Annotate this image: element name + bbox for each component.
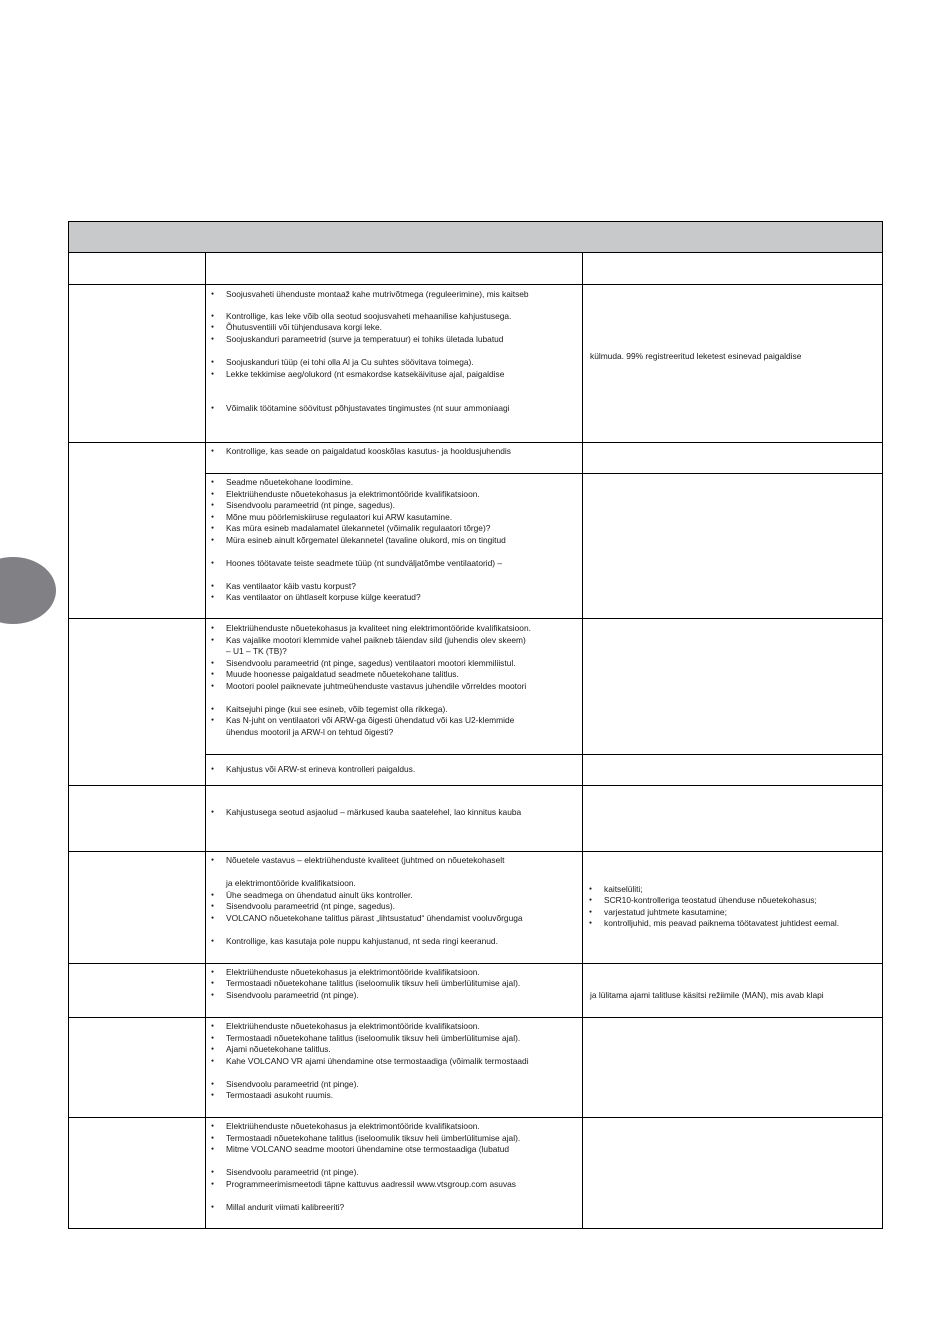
- row-divider: [68, 963, 883, 964]
- note-item: ● kaitselüliti;: [583, 884, 643, 895]
- check-item: ● Kontrollige, kas kasutaja pole nuppu kahjustanud, nt seda ringi keeranud.: [205, 936, 498, 947]
- note-text: külmuda. 99% registreeritud leketest esinevad paigaldise: [590, 351, 802, 361]
- check-item: ● Programmeerimismeetodi täpne kattuvus aadressil www.vtsgroup.com asuvas: [205, 1179, 516, 1190]
- check-item: ● Sisendvoolu parameetrid (nt pinge).: [205, 1079, 359, 1090]
- table-border: [68, 221, 883, 222]
- note-item: ● SCR10-kontrolleriga teostatud ühenduse nõuetekohasus;: [583, 895, 817, 906]
- row-divider: [68, 252, 883, 253]
- check-item: ● Seadme nõuetekohane loodimine.: [205, 477, 353, 488]
- row-divider: [68, 851, 883, 852]
- check-item: ● Kahe VOLCANO VR ajami ühendamine otse termostaadiga (võimalik termostaadi: [205, 1056, 529, 1067]
- check-item: ● Sisendvoolu parameetrid (nt pinge, sagedus).: [205, 500, 395, 511]
- table-border: [68, 1228, 883, 1229]
- check-item: ● Soojuskanduri parameetrid (surve ja temperatuur) ei tohiks ületada lubatud: [205, 334, 503, 345]
- note-item: ● varjestatud juhtmete kasutamine;: [583, 907, 727, 918]
- check-item: ● Millal andurit viimati kalibreeriti?: [205, 1202, 344, 1213]
- check-item: ● Sisendvoolu parameetrid (nt pinge).: [205, 990, 359, 1001]
- row-divider: [68, 1117, 883, 1118]
- table-border: [68, 221, 69, 1229]
- check-item: ● Ajami nõuetekohane talitlus.: [205, 1044, 331, 1055]
- check-item-continuation: ja elektrimontööride kvalifikatsioon.: [226, 878, 356, 888]
- check-item: ● Ühe seadmega on ühendatud ainult üks kontroller.: [205, 890, 413, 901]
- check-item: ● Kontrollige, kas seade on paigaldatud kooskõlas kasutus- ja hooldusjuhendis: [205, 446, 511, 457]
- check-item: ● Sisendvoolu parameetrid (nt pinge, sagedus) ventilaatori mootori klemmiliistul.: [205, 658, 516, 669]
- row-divider: [68, 284, 883, 285]
- subrow-divider: [205, 473, 883, 474]
- column-divider: [582, 252, 583, 1229]
- check-item: ● Kaitsejuhi pinge (kui see esineb, võib tegemist olla rikkega).: [205, 704, 448, 715]
- check-item: ● Termostaadi nõuetekohane talitlus (iseloomulik tiksuv heli ümberlülitumise ajal).: [205, 978, 520, 989]
- row-divider: [68, 442, 883, 443]
- check-item: ● Sisendvoolu parameetrid (nt pinge).: [205, 1167, 359, 1178]
- section-tab-marker: [0, 557, 56, 624]
- check-item: ● Kahjustus või ARW-st erineva kontrolleri paigaldus.: [205, 764, 415, 775]
- check-item: ● Hoones töötavate teiste seadmete tüüp (nt sundväljatõmbe ventilaatorid) –: [205, 558, 502, 569]
- note-text: ja lülitama ajami talitluse käsitsi režiimile (MAN), mis avab klapi: [590, 990, 824, 1000]
- check-item: ● Kas müra esineb madalamatel ülekannetel (võimalik regulaatori tõrge)?: [205, 523, 490, 534]
- check-item: ● Nõuetele vastavus – elektriühenduste kvaliteet (juhtmed on nõuetekohaselt: [205, 855, 504, 866]
- check-item: ● Müra esineb ainult kõrgematel ülekannetel (tavaline olukord, mis on tingitud: [205, 535, 506, 546]
- check-item: ● Kas vajalike mootori klemmide vahel paikneb täiendav sild (juhendis olev skeem): [205, 635, 526, 646]
- check-item: ● Elektriühenduste nõuetekohasus ja elektrimontööride kvalifikatsioon.: [205, 1021, 480, 1032]
- check-item-continuation: – U1 – TK (TB)?: [226, 646, 287, 656]
- check-item: ● Õhutusventiili või tühjendusava korgi leke.: [205, 322, 382, 333]
- row-divider: [68, 618, 883, 619]
- row-divider: [68, 1017, 883, 1018]
- check-item: ● Elektriühenduste nõuetekohasus ja elektrimontööride kvalifikatsioon.: [205, 489, 480, 500]
- check-item: ● Kontrollige, kas leke võib olla seotud soojusvaheti mehaanilise kahjustusega.: [205, 311, 511, 322]
- check-item: ● Elektriühenduste nõuetekohasus ja kvaliteet ning elektrimontööride kvalifikatsioon.: [205, 623, 531, 634]
- check-item: ● Mootori poolel paiknevate juhtmeühenduste vastavus juhendile võrreldes mootori: [205, 681, 526, 692]
- check-item: ● Kas ventilaator käib vastu korpust?: [205, 581, 356, 592]
- check-item: ● Võimalik töötamine söövitust põhjustavates tingimustes (nt suur ammoniaagi: [205, 403, 510, 414]
- check-item: ● Termostaadi nõuetekohane talitlus (iseloomulik tiksuv heli ümberlülitumise ajal).: [205, 1133, 520, 1144]
- check-item: ● Kas ventilaator on ühtlaselt korpuse külge keeratud?: [205, 592, 421, 603]
- check-item: ● Sisendvoolu parameetrid (nt pinge, sagedus).: [205, 901, 395, 912]
- check-item: ● Mõne muu pöörlemiskiiruse regulaatori kui ARW kasutamine.: [205, 512, 452, 523]
- check-item: ● Muude hoonesse paigaldatud seadmete nõuetekohane talitlus.: [205, 669, 459, 680]
- check-item-continuation: ühendus mootoril ja ARW-l on tehtud õigesti?: [226, 727, 394, 737]
- check-item: ● Soojuskanduri tüüp (ei tohi olla Al ja Cu suhtes söövitava toimega).: [205, 357, 474, 368]
- check-item: ● Soojusvaheti ühenduste montaaž kahe mutrivõtmega (reguleerimine), mis kaitseb: [205, 289, 529, 300]
- table-header-band: [68, 221, 883, 252]
- check-item: ● Elektriühenduste nõuetekohasus ja elektrimontööride kvalifikatsioon.: [205, 967, 480, 978]
- check-item: ● Kahjustusega seotud asjaolud – märkused kauba saatelehel, lao kinnitus kauba: [205, 807, 521, 818]
- subrow-divider: [205, 754, 883, 755]
- row-divider: [68, 785, 883, 786]
- check-item: ● Elektriühenduste nõuetekohasus ja elektrimontööride kvalifikatsioon.: [205, 1121, 480, 1132]
- check-item: ● Termostaadi nõuetekohane talitlus (iseloomulik tiksuv heli ümberlülitumise ajal).: [205, 1033, 520, 1044]
- check-item: ● Lekke tekkimise aeg/olukord (nt esmakordse katsekäivituse ajal, paigaldise: [205, 369, 504, 380]
- check-item: ● Mitme VOLCANO seadme mootori ühendamine otse termostaadiga (lubatud: [205, 1144, 509, 1155]
- check-item: ● Kas N-juht on ventilaatori või ARW-ga õigesti ühendatud või kas U2-klemmide: [205, 715, 514, 726]
- check-item: ● VOLCANO nõuetekohane talitlus pärast „lihtsustatud“ ühendamist vooluvõrguga: [205, 913, 523, 924]
- note-item: ● kontrolljuhid, mis peavad paiknema töötavatest juhtidest eemal.: [583, 918, 839, 929]
- check-item: ● Termostaadi asukoht ruumis.: [205, 1090, 333, 1101]
- table-border: [882, 221, 883, 1229]
